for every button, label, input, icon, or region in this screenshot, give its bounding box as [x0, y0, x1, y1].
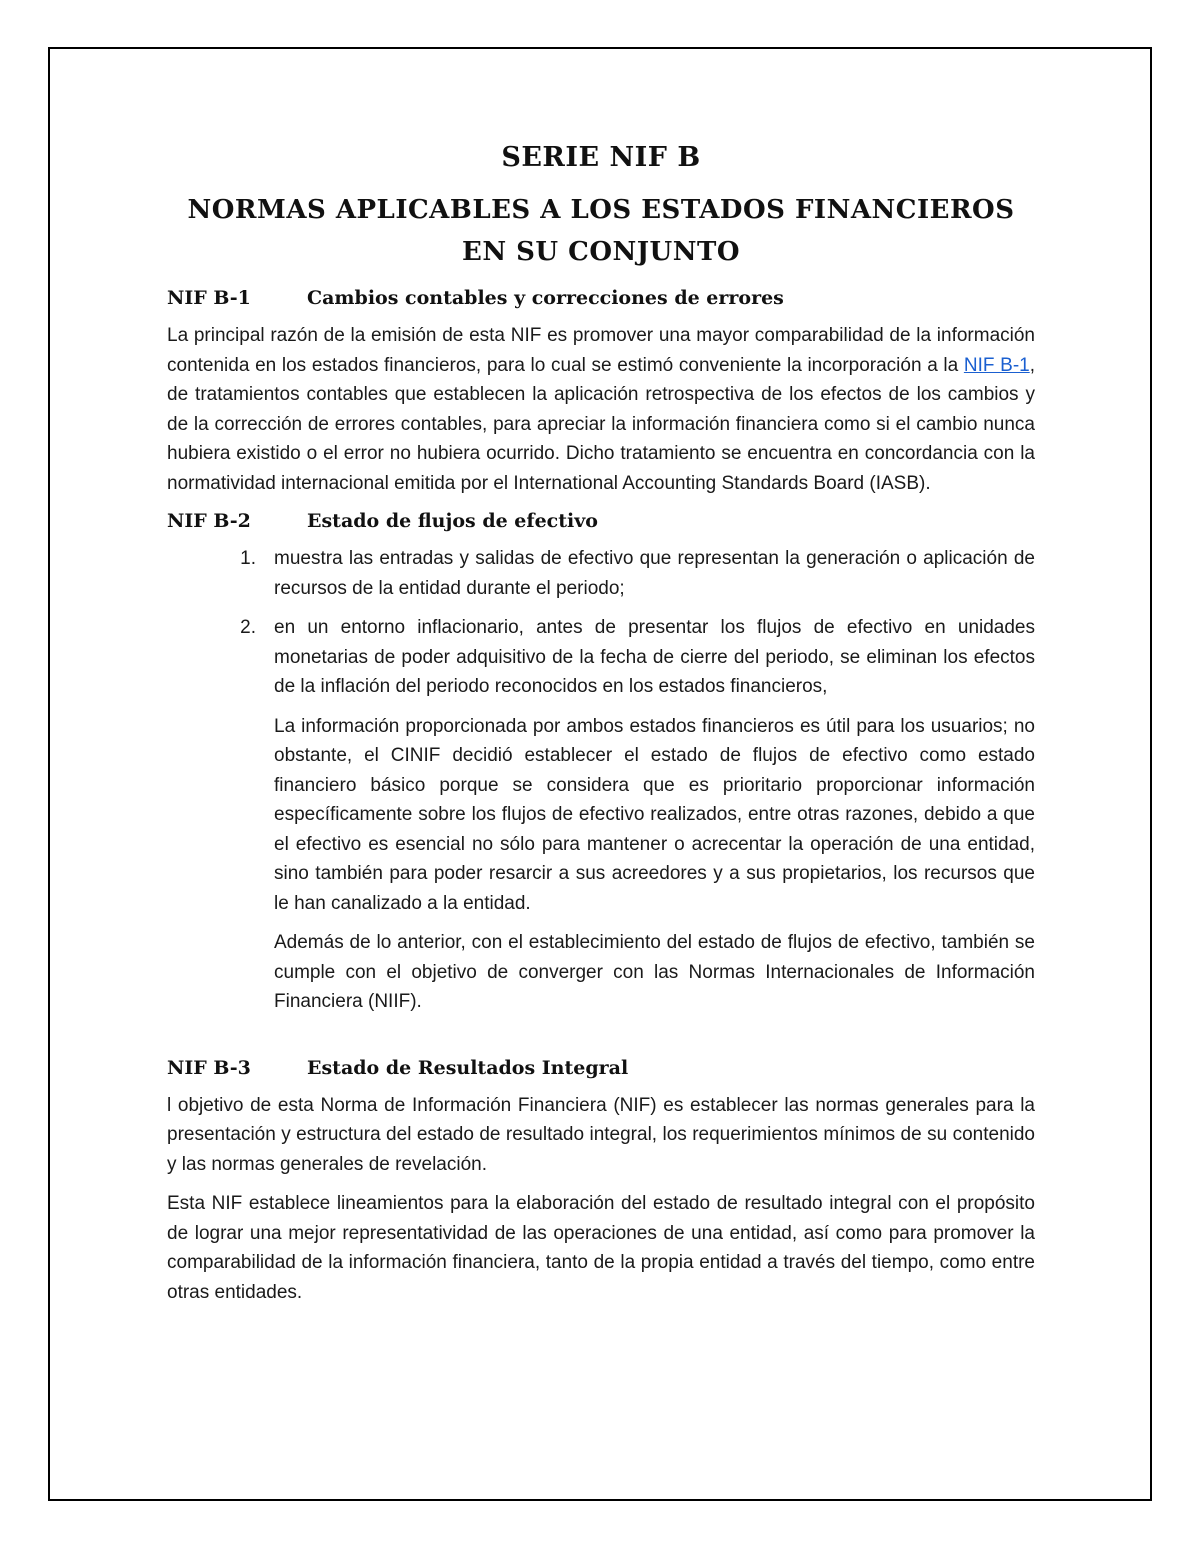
section-title: Estado de flujos de efectivo — [307, 510, 598, 532]
section-title: Cambios contables y correcciones de errores — [307, 287, 784, 309]
main-title: NORMAS APLICABLES A LOS ESTADOS FINANCIEROS EN SU CONJUNTO — [187, 195, 1015, 267]
document-content — [167, 142, 1035, 1317]
paragraph-b3-2: Esta NIF establece lineamientos para la elaboración del estado de resultado integral con el propósito de lograr una mejor representatividad de las operaciones de una entidad, así como para promover la comparabilidad de la información financiera, tanto de la propia entidad a través del tiempo, como entre otras entidades. — [167, 1193, 1035, 1303]
spacer — [167, 1027, 1035, 1057]
paragraph-b1 — [167, 321, 1035, 498]
list-item — [167, 613, 1035, 702]
paragraph-b3-1: l objetivo de esta Norma de Información Financiera (NIF) es establecer las normas generales para la presentación y estructura del estado de resultado integral, los requerimientos mínimos de su contenido y las normas generales de revelación. — [167, 1094, 1035, 1175]
section-code: NIF B-1 — [167, 287, 251, 309]
section-heading-b2 — [167, 510, 1035, 532]
section-heading-b1 — [167, 287, 1035, 309]
list-text: muestra las entradas y salidas de efectivo que representan la generación o aplicación de recursos de la entidad durante el periodo; — [274, 548, 1035, 599]
paragraph-text-end: , de tratamientos contables que establecen la aplicación retrospectiva de los efectos de los cambios y de la corrección de errores contables, para apreciar la información financiera como si el cambio nunca hubiera existido o el error no hubiera ocurrido. Dicho tratamiento se encuentra en concordancia con la normatividad internacional emitida por el International Accounting Standards Board (IASB). — [167, 354, 1035, 494]
section-code: NIF B-2 — [167, 510, 251, 532]
list-text: en un entorno inflacionario, antes de presentar los flujos de efectivo en unidades monetarias de poder adquisitivo de la fecha de cierre del periodo, se eliminan los efectos de la inflación del periodo reconocidos en los estados financieros, — [274, 617, 1035, 697]
section-title: Estado de Resultados Integral — [307, 1056, 629, 1079]
series-title: SERIE NIF B — [501, 142, 701, 173]
section-code: NIF B-3 — [167, 1056, 251, 1079]
paragraph-b2-2: Además de lo anterior, con el establecimiento del estado de flujos de efectivo, también se cumple con el objetivo de converger con las Normas Internacionales de Información Financiera (NIIF). — [274, 932, 1035, 1012]
section-heading-b3 — [167, 1057, 1035, 1079]
nif-b1-link[interactable]: NIF B-1 — [963, 354, 1030, 376]
list-number: 2. — [240, 617, 256, 638]
list-number: 1. — [240, 548, 256, 569]
list-item — [167, 544, 1035, 603]
paragraph-text-start: La principal razón de la emisión de esta NIF es promover una mayor comparabilidad de la información contenida en los estados financieros, para lo cual se estimó conveniente la incorporación a la — [167, 325, 1035, 376]
paragraph-b2-1: La información proporcionada por ambos estados financieros es útil para los usuarios; no obstante, el CINIF decidió establecer el estado de flujos de efectivo como estado financiero básico porque se considera que es prioritario proporcionar información específicamente sobre los flujos de efectivo realizados, entre otras razones, debido a que el efectivo es esencial no sólo para mantener o acrecentar la operación de una entidad, sino también para poder resarcir a sus acreedores y a sus propietarios, los recursos que le han canalizado a la entidad. — [274, 715, 1035, 914]
numbered-list — [167, 544, 1035, 702]
